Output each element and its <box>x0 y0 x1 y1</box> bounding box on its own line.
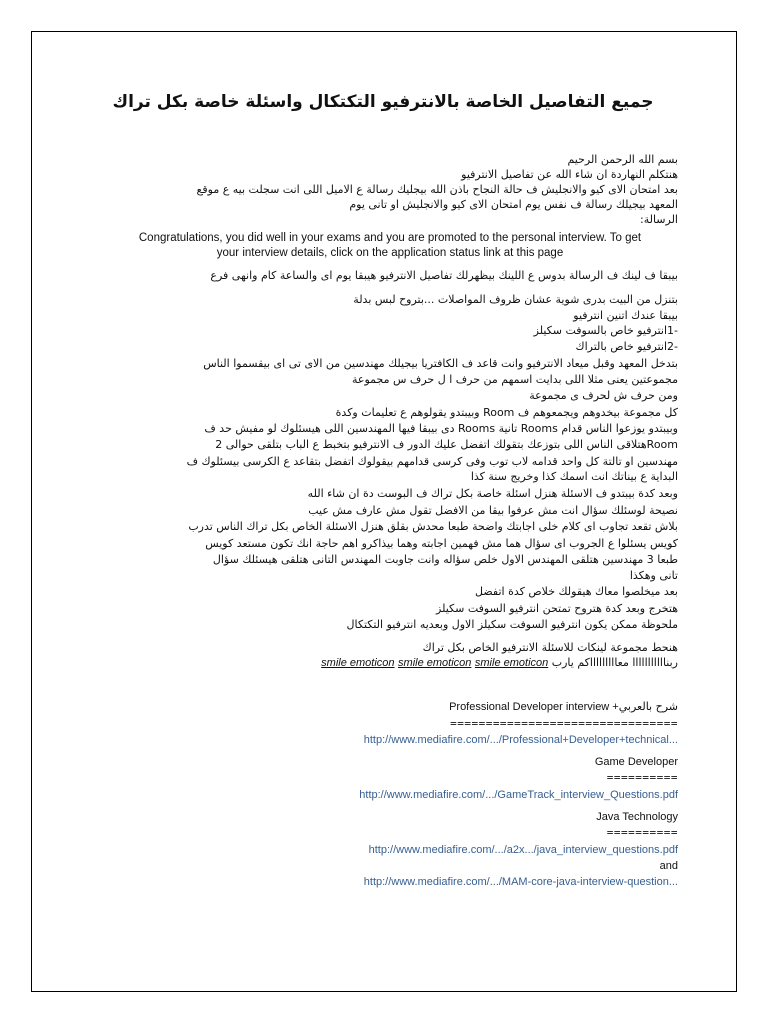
body-line: هنحط مجموعة لينكات للاسئلة الانترفيو الخاص بكل تراك <box>422 641 678 654</box>
body-line: طبعا 3 مهندسين هتلقى المهندس الاول خلص سؤاله وانت جاوبت المهندس التانى هتلقى هيسئلك سؤال <box>212 553 678 566</box>
blessing-text: ربنااااااااااا معاااااااااكم يارب <box>551 656 678 669</box>
smile-emoticon-link[interactable]: smile emoticon <box>398 657 472 669</box>
body-line: وبعد كدة بيبتدو ف الاسئلة هنزل اسئلة خاصة بكل تراك ف البوست دة ان شاء الله <box>307 487 678 500</box>
pd-heading-ar: شرح بالعربي <box>618 700 678 713</box>
java-link-1[interactable]: http://www.mediafire.com/.../a2x.../java_interview_questions.pdf <box>368 844 678 856</box>
body-line: ملحوظة ممكن يكون انترفيو السوفت سكيلز الاول وبعديه انترفيو التكتكال <box>346 618 678 631</box>
body-line: البداية ع بيناتك انت اسمك كذا وخريج سنة كذا <box>470 470 678 483</box>
body-line: -2انترفيو خاص بالتراك <box>575 340 678 353</box>
intro-line: هنتكلم النهاردة ان شاء الله عن تفاصيل الانترفيو <box>461 168 678 181</box>
body-line: Roomهتلاقى الناس اللى بتوزعك بتقولك اتفضل عليك الدور ف الانترفيو بتخبط ع الباب بتلقى حوالى 2 <box>215 438 678 451</box>
pd-heading <box>449 700 678 714</box>
gd-heading: Game Developer <box>594 756 678 768</box>
smile-emoticon-link[interactable]: smile emoticon <box>474 657 549 669</box>
body-line: هتخرج وبعد كدة هتروح تمتحن انترفيو السوفت سكيلز <box>436 602 678 615</box>
pd-link[interactable]: http://www.mediafire.com/.../Professional+Developer+technical... <box>363 734 678 746</box>
body-line: كل مجموعة بيخدوهم ويجمعوهم ف Room وبيبتدو يقولوهم ع تعليمات وكدة <box>335 406 678 419</box>
and-text: and <box>659 860 678 872</box>
body-line: نصيحة لوسئلك سؤال انت مش عرفوا بيقا من الافضل تقول مش عارف مش عيب <box>308 504 678 517</box>
separator: ========== <box>606 771 678 784</box>
body-line: مجموعتين يعنى مثلا اللى بدايت اسمهم من حرف ا ل حرف س مجموعة <box>352 373 678 386</box>
smile-emoticon-link[interactable]: smile emoticon <box>321 657 395 669</box>
body-line: بيبقا ف لينك ف الرسالة بدوس ع اللينك بيظهرلك تفاصيل الانترفيو هيبقا يوم اى والساعة كام وانهى فرع <box>210 269 678 282</box>
body-line: بعد ميخلصوا معاك هيقولك خلاص كدة اتفضل <box>475 585 678 598</box>
java-heading: Java Technology <box>596 811 678 823</box>
body-line: مهندسين او تالتة كل واحد قدامه لاب توب وفى كرسى قدامهم بيقولوك اتفضل بتقاعد ع الكرسى بيسئلوك ف <box>186 455 678 468</box>
java-link-2[interactable]: http://www.mediafire.com/.../MAM-core-java-interview-question... <box>363 876 678 888</box>
intro-line: بسم الله الرحمن الرحيم <box>567 153 678 166</box>
blessing-line <box>321 656 678 670</box>
separator: ================================ <box>450 717 678 730</box>
intro-line: المعهد بيجيلك رسالة ف نفس يوم امتحان الاى كيو والانجليش او تانى يوم <box>349 198 678 211</box>
body-line: بيبقا عندك اتنين انترفيو <box>573 309 678 322</box>
body-line: بلاش تقعد تجاوب اى كلام خلى اجابتك واضحة طبعا محدش بقلق هنزل الاسئلة الخاص بكل تراك الناس تدرب <box>188 520 678 533</box>
body-line: ومن حرف ش لحرف ى مجموعة <box>529 389 678 402</box>
body-line: بتنزل من البيت بدرى شوية عشان ظروف المواصلات ...بتروح لبس بدلة <box>353 293 678 306</box>
separator: ========== <box>606 826 678 839</box>
body-line: بتدخل المعهد وقبل ميعاد الانترفيو وانت قاعد ف الكافتريا بيجيلك مهندسين من الاى تى اى بيقسموا الناس <box>203 357 678 370</box>
intro-line: الرسالة: <box>639 213 678 226</box>
body-line: وبيبتدو يوزعوا الناس قدام Rooms تانية Rooms دى بيبقا فيها المهندسين اللى هيسئلوك لو مفيش حد ف <box>204 422 678 435</box>
body-line: تانى وهكذا <box>629 569 678 582</box>
pd-heading-en: + Professional Developer interview <box>449 701 619 713</box>
message-line: your interview details, click on the application status link at this page <box>216 247 564 259</box>
intro-line: بعد امتحان الاى كيو والانجليش ف حالة النجاح باذن الله بيجليك رسالة ع الاميل اللى انت سجلت بيه ع موقع <box>196 183 678 196</box>
gd-link[interactable]: http://www.mediafire.com/.../GameTrack_interview_Questions.pdf <box>359 789 678 801</box>
body-line: كويس يسئلوا ع الجروب اى سؤال هما مش فهمين اجابته وهما بيذاكرو اهم حاجة انك تكون مستعد كويس <box>205 537 678 550</box>
body-line: -1انترفيو خاص بالسوفت سكيلز <box>533 324 678 337</box>
page-title: جميع التفاصيل الخاصة بالانترفيو التكتكال واسئلة خاصة بكل تراك <box>112 92 654 112</box>
message-line: Congratulations, you did well in your exams and you are promoted to the personal interview. To get <box>138 232 642 244</box>
